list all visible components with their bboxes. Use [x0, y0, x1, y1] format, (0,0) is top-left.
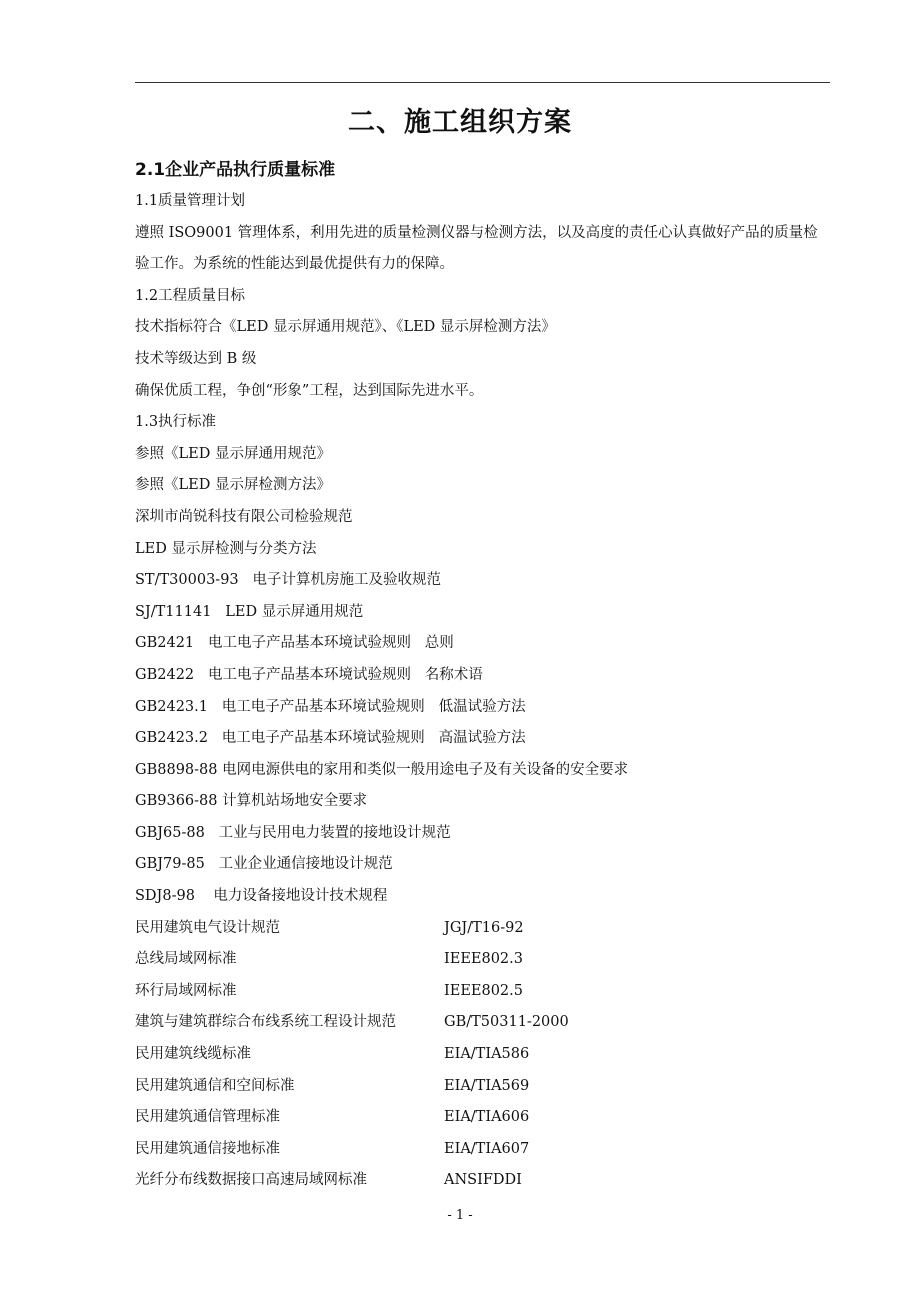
standard-code: EIA/TIA606: [444, 1109, 530, 1126]
standard-line: GB8898-88 电网电源供电的家用和类似一般用途电子及有关设备的安全要求: [135, 761, 629, 778]
quality-plan-paragraph: 遵照 ISO9001 管理体系，利用先进的质量检测仪器与检测方法，以及高度的责任心认真做好产品的质量检验工作。为系统的性能达到最优提供有力的保障。: [135, 224, 818, 273]
standard-line: GB9366-88 计算机站场地安全要求: [135, 793, 368, 810]
standard-name: 环行局域网标准: [135, 982, 237, 999]
standard-line: LED 显示屏检测与分类方法: [135, 540, 317, 557]
standard-code: IEEE802.5: [444, 982, 523, 999]
standard-line: GB2422 电工电子产品基本环境试验规则 名称术语: [135, 666, 483, 683]
standard-line: GB2421 电工电子产品基本环境试验规则 总则: [135, 635, 454, 652]
standard-code: GB/T50311-2000: [444, 1014, 569, 1031]
standard-line: GBJ79-85 工业企业通信接地设计规范: [135, 856, 393, 873]
standard-name: 光纤分布线数据接口高速局域网标准: [135, 1172, 367, 1189]
standard-line: GB2423.1 电工电子产品基本环境试验规则 低温试验方法: [135, 698, 526, 715]
standards-table-row: [135, 1134, 830, 1166]
page-title: 二、施工组织方案: [348, 107, 572, 138]
standard-name: 民用建筑电气设计规范: [135, 919, 280, 936]
standard-line: 参照《LED 显示屏检测方法》: [135, 477, 331, 494]
standard-code: EIA/TIA586: [444, 1046, 530, 1063]
standard-line: SDJ8-98 电力设备接地设计技术规程: [135, 888, 388, 905]
standard-line: 参照《LED 显示屏通用规范》: [135, 445, 331, 462]
quality-target-line: 确保优质工程，争创“形象”工程，达到国际先进水平。: [135, 382, 484, 399]
standard-name: 民用建筑通信接地标准: [135, 1140, 280, 1157]
standard-line: 深圳市尚锐科技有限公司检验规范: [135, 508, 353, 525]
standard-name: 建筑与建筑群综合布线系统工程设计规范: [135, 1014, 396, 1031]
standard-code: EIA/TIA607: [444, 1140, 530, 1157]
standard-name: 民用建筑通信管理标准: [135, 1109, 280, 1126]
standards-table-row: [135, 1102, 830, 1134]
document-body: [135, 186, 830, 1197]
standard-name: 民用建筑线缆标准: [135, 1046, 251, 1063]
quality-target-line: 技术指标符合《LED 显示屏通用规范》、《LED 显示屏检测方法》: [135, 319, 556, 336]
standard-line: ST/T30003-93 电子计算机房施工及验收规范: [135, 572, 441, 589]
standard-name: 总线局域网标准: [135, 951, 237, 968]
quality-target-line: 技术等级达到 B 级: [135, 350, 257, 367]
standards-table-row: [135, 913, 830, 945]
subheading-standards: 1.3执行标准: [135, 414, 217, 431]
standards-table-row: [135, 1039, 830, 1071]
subheading-quality-plan: 1.1质量管理计划: [135, 193, 246, 209]
page-number: - 1 -: [447, 1208, 473, 1223]
subheading-quality-target: 1.2工程质量目标: [135, 287, 246, 304]
standard-code: EIA/TIA569: [444, 1077, 530, 1094]
standard-line: GB2423.2 电工电子产品基本环境试验规则 高温试验方法: [135, 730, 526, 747]
standards-table-row: [135, 944, 830, 976]
section-heading: 2.1企业产品执行质量标准: [135, 160, 336, 180]
standard-line: GBJ65-88 工业与民用电力装置的接地设计规范: [135, 824, 451, 841]
header-rule: [135, 82, 830, 83]
standard-line: SJ/T11141 LED 显示屏通用规范: [135, 603, 364, 620]
standard-name: 民用建筑通信和空间标准: [135, 1077, 295, 1094]
standard-code: IEEE802.3: [444, 951, 523, 968]
standards-table-row: [135, 1071, 830, 1103]
standards-table-row: [135, 1165, 830, 1197]
standards-table-row: [135, 976, 830, 1008]
standards-table: [135, 913, 830, 1197]
standard-code: JGJ/T16-92: [444, 919, 524, 936]
standard-code: ANSIFDDI: [444, 1172, 522, 1189]
standards-table-row: [135, 1007, 830, 1039]
